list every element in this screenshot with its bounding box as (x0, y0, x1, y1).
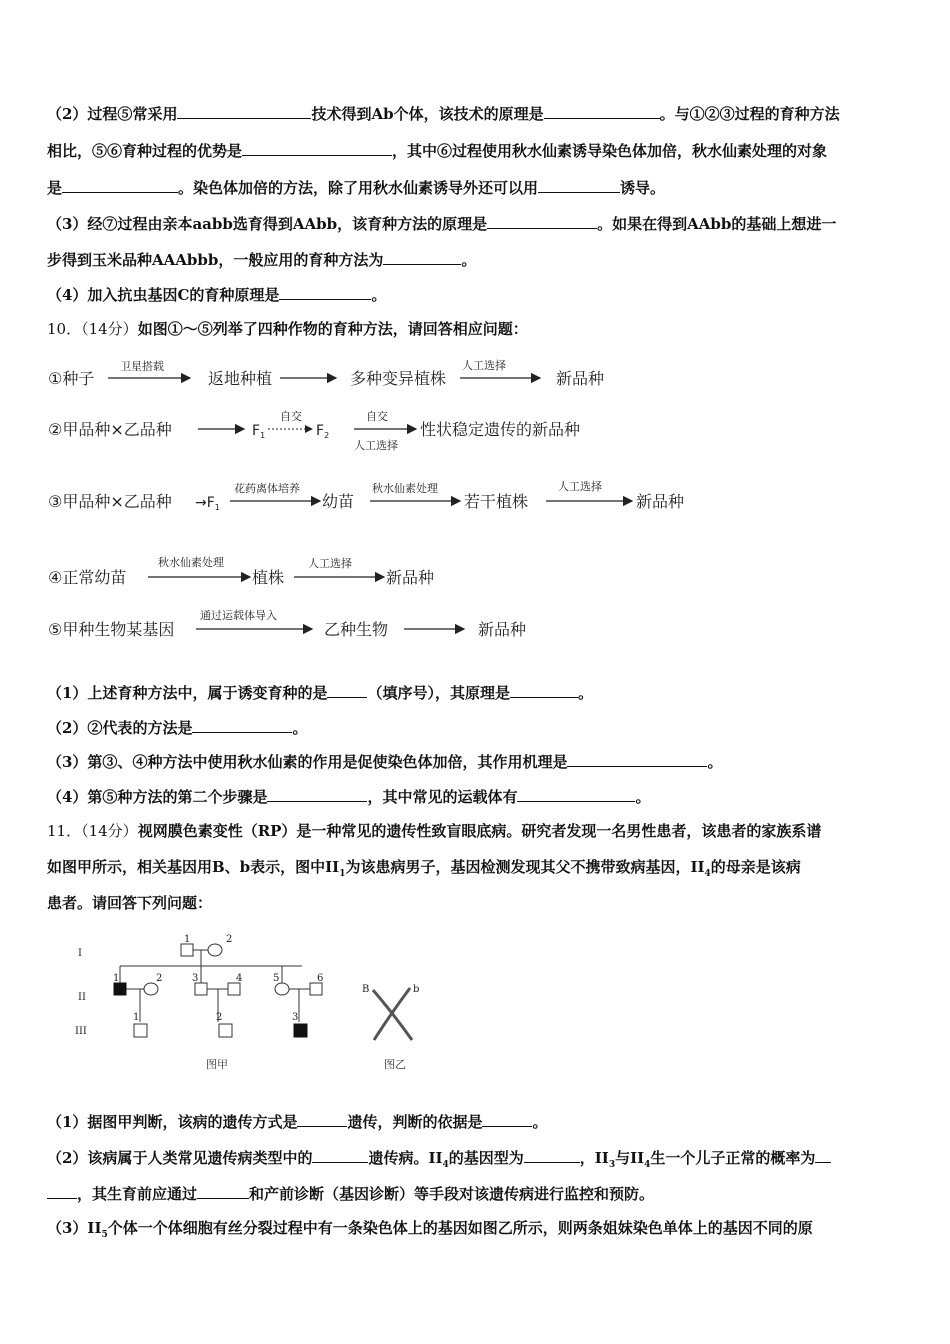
flow-r3-end: 新品种 (636, 492, 685, 511)
id-III-2: 2 (216, 1012, 223, 1023)
id-III-3: 3 (292, 1012, 299, 1023)
id-II-3: 3 (192, 973, 199, 984)
q11-answer-3 (47, 1218, 907, 1245)
answer-blank[interactable] (327, 683, 367, 698)
text: （2）过程⑤常采用 (47, 105, 178, 123)
q11-stem-1 (47, 821, 907, 841)
gene-b-label: b (413, 984, 420, 995)
q10-answer-3 (47, 752, 907, 772)
flow-r2-start: ②甲品种×乙品种 (48, 420, 172, 439)
text: （4）加入抗虫基因C的育种原理是 (47, 286, 280, 304)
text: 与II (615, 1149, 645, 1167)
flow-r1-label1: 卫星搭载 (120, 360, 164, 373)
text: 。 (707, 753, 723, 771)
answer-blank[interactable] (517, 787, 635, 802)
answer-blank[interactable] (815, 1148, 831, 1163)
III-2-male (219, 1024, 232, 1037)
text: 是 (47, 179, 63, 197)
text: 。如果在得到AAbb的基础上想进一 (597, 215, 837, 233)
text: 技术得到Ab个体，该技术的原理是 (311, 105, 544, 123)
text: 如图甲所示，相关基因用B、b表示，图中II (47, 858, 340, 876)
flow-r2-f1: $F_1$ (252, 423, 266, 440)
question-score: （14分） (81, 320, 138, 338)
id-II-1: 1 (113, 973, 120, 984)
text: ，其中常见的运载体有 (367, 788, 518, 806)
text: （3）经⑦过程由亲本aabb选育得到AAbb，该育种方法的原理是 (47, 215, 488, 233)
id-I-1: 1 (184, 934, 191, 945)
text: 。与①②③过程的育种方法 (659, 105, 840, 123)
text: ，II (579, 1149, 609, 1167)
flow-r4-start: ④正常幼苗 (48, 568, 127, 587)
question-score: （14分） (81, 822, 138, 840)
gen-label-II: II (78, 992, 86, 1003)
flow-r3-node3: 若干植株 (464, 492, 529, 511)
q11-answer-1 (47, 1112, 907, 1132)
text: 的基因型为 (448, 1149, 524, 1167)
q10-answer-1 (47, 683, 907, 703)
text: 。 (577, 684, 593, 702)
gen-label-III: III (75, 1026, 87, 1037)
flow-r1-label2: 人工选择 (462, 359, 506, 372)
text: 。 (635, 788, 651, 806)
text: （3）第③、④种方法中使用秋水仙素的作用是促使染色体加倍，其作用机理是 (47, 753, 568, 771)
text: 为该患病男子，基因检测发现其父不携带致病基因，II (345, 858, 705, 876)
q11-stem-3 (47, 893, 907, 913)
answer-blank[interactable] (177, 104, 311, 119)
text: 相比，⑤⑥育种过程的优势是 (47, 142, 243, 160)
text: 和产前诊断（基因诊断）等手段对该遗传病进行监控和预防。 (249, 1185, 655, 1203)
flow-r1-start: ①种子 (48, 369, 95, 388)
answer-blank[interactable] (482, 1112, 532, 1127)
answer-blank[interactable] (279, 285, 371, 300)
text: 诱导。 (620, 179, 666, 197)
gene-B-label: B (362, 984, 370, 995)
q9-line-6 (47, 285, 907, 305)
answer-blank[interactable] (312, 1148, 368, 1163)
id-II-5: 5 (273, 973, 280, 984)
id-II-6: 6 (317, 973, 324, 984)
flow-r3-label1: 花药离体培养 (234, 482, 300, 495)
flow-r4-end: 新品种 (386, 568, 435, 587)
flow-r2-f2: $F_2$ (316, 423, 330, 440)
answer-blank[interactable] (524, 1148, 580, 1163)
q11-stem-2 (47, 857, 907, 884)
text: 遗传病。II (368, 1149, 443, 1167)
flow-r3-node2: 幼苗 (322, 492, 355, 511)
text: 个体一个体细胞有丝分裂过程中有一条染色体上的基因如图乙所示，则两条姐妹染色单体上的基因不同的原 (107, 1219, 813, 1237)
subscript: 3 (608, 1160, 616, 1170)
subscript: 4 (644, 1160, 651, 1170)
pedigree-figure (70, 930, 430, 1080)
subscript: 4 (704, 869, 711, 879)
answer-blank[interactable] (242, 141, 392, 156)
text: 患者。请回答下列问题： (47, 894, 213, 912)
answer-blank[interactable] (267, 787, 367, 802)
question-number: 10． (47, 320, 82, 338)
text: 步得到玉米品种AAAbbb，一般应用的育种方法为 (47, 251, 384, 269)
text: 。染色体加倍的方法，除了用秋水仙素诱导外还可以用 (178, 179, 539, 197)
id-II-4: 4 (236, 973, 243, 984)
flow-r2-label2: 自交 (366, 410, 388, 423)
question-text: 如图①～⑤列举了四种作物的育种方法，请回答相应问题： (137, 320, 528, 338)
text: （4）第⑤种方法的第二个步骤是 (47, 788, 268, 806)
q10-stem (47, 319, 907, 339)
flow-r2-label3: 人工选择 (354, 439, 398, 452)
text: ，其中⑥过程使用秋水仙素诱导染色体加倍，秋水仙素处理的对象 (392, 142, 828, 160)
II-6-male (310, 983, 322, 995)
text: 。 (461, 251, 477, 269)
flow-r4-label2: 人工选择 (308, 557, 352, 570)
q9-line-1 (47, 104, 907, 124)
q11-answer-2-cont (47, 1184, 907, 1204)
figure-a-caption: 图甲 (206, 1058, 228, 1071)
III-1-male (134, 1024, 147, 1037)
answer-blank[interactable] (510, 683, 578, 698)
III-3-affected-male (294, 1024, 307, 1037)
q11-answer-2 (47, 1148, 907, 1175)
I-1-male (181, 944, 193, 956)
II-5-female (275, 983, 289, 995)
id-I-2: 2 (226, 934, 233, 945)
flow-r5-label1: 通过运载体导入 (200, 609, 277, 622)
text: 生一个儿子正常的概率为 (650, 1149, 816, 1167)
II-3-male (195, 983, 207, 995)
gen-label-I: I (78, 948, 82, 959)
q10-answer-2 (47, 718, 907, 738)
text: （1）上述育种方法中，属于诱变育种的是 (47, 684, 328, 702)
II-1-affected-male (114, 983, 126, 995)
subscript: 4 (442, 1160, 449, 1170)
answer-blank[interactable] (197, 1184, 249, 1199)
subscript: 5 (101, 1230, 108, 1240)
text: 。 (371, 286, 387, 304)
flow-r2-label1: 自交 (280, 410, 302, 423)
q9-line-4 (47, 214, 907, 234)
flow-r2-end: 性状稳定遗传的新品种 (420, 420, 581, 439)
text: （2）②代表的方法是 (47, 719, 193, 737)
q9-line-3 (47, 178, 907, 198)
flow-r1-node3: 多种变异植株 (350, 369, 447, 388)
answer-blank[interactable] (383, 250, 461, 265)
answer-blank[interactable] (544, 104, 660, 119)
flow-r3-label2: 秋水仙素处理 (372, 482, 438, 495)
flow-r3-label3: 人工选择 (558, 480, 602, 493)
question-text: 视网膜色素变性（RP）是一种常见的遗传性致盲眼底病。研究者发现一名男性患者，该患者的家族系谱 (137, 822, 822, 840)
I-2-female (208, 944, 222, 956)
flow-r1-end: 新品种 (556, 369, 605, 388)
text: （填序号），其原理是 (367, 684, 510, 702)
flow-r4-node2: 植株 (252, 568, 285, 587)
II-4-male (228, 983, 240, 995)
q10-answer-4 (47, 787, 907, 807)
flow-r3-start: ③甲品种×乙品种 (48, 492, 172, 511)
text: 。 (292, 719, 308, 737)
text: （2）该病属于人类常见遗传病类型中的 (47, 1149, 313, 1167)
text: 遗传，判断的依据是 (347, 1113, 483, 1131)
q9-line-2 (47, 141, 907, 161)
flow-r1-node2: 返地种植 (208, 369, 273, 388)
flow-r5-end: 新品种 (478, 620, 527, 639)
flow-r4-label1: 秋水仙素处理 (158, 556, 224, 569)
flow-r3-f1: $\to F_1$ (195, 495, 220, 512)
text: （1）据图甲判断，该病的遗传方式是 (47, 1113, 298, 1131)
text: 的母亲是该病 (710, 858, 801, 876)
answer-blank[interactable] (487, 214, 597, 229)
id-III-1: 1 (133, 1012, 140, 1023)
text: ，其生育前应通过 (77, 1185, 198, 1203)
breeding-flow-diagram (40, 350, 740, 650)
figure-b-caption: 图乙 (384, 1058, 406, 1071)
question-number: 11． (47, 822, 82, 840)
text: （3）II (47, 1219, 102, 1237)
answer-blank[interactable] (192, 718, 292, 733)
q9-line-5 (47, 250, 907, 270)
id-II-2: 2 (156, 973, 163, 984)
II-2-female (144, 983, 158, 995)
text: 。 (532, 1113, 548, 1131)
answer-blank[interactable] (297, 1112, 347, 1127)
answer-blank[interactable] (47, 1184, 77, 1199)
answer-blank[interactable] (538, 178, 620, 193)
subscript: 1 (339, 869, 346, 879)
answer-blank[interactable] (62, 178, 178, 193)
flow-r5-node2: 乙种生物 (324, 620, 389, 639)
flow-r5-start: ⑤甲种生物某基因 (48, 620, 175, 639)
answer-blank[interactable] (567, 752, 707, 767)
